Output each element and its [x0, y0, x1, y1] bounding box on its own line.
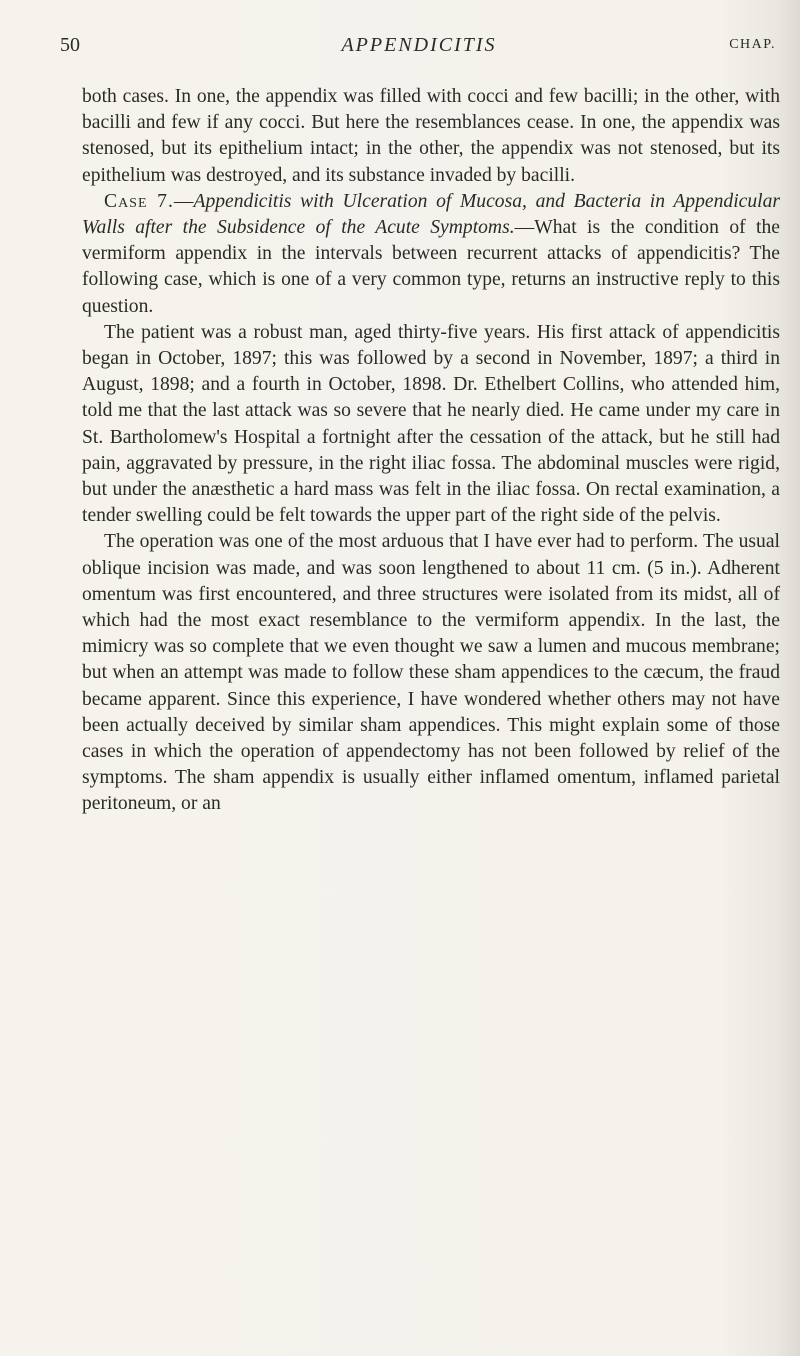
case-title: Appendicitis with Ulceration of Mucosa, and Bacteria in Appendicular Walls after the Subsidence of the Acute Symptoms. [82, 190, 780, 239]
page-header [60, 34, 778, 64]
paragraph-1: both cases. In one, the appendix was filled with cocci and few bacilli; in the other, with bacilli and few if any cocci. But here the resemblances cease. In one, the appendix was stenosed, but its epithelium intact; in the other, the appendix was not stenosed, but its epithelium was destroyed, and its substance invaded by bacilli. [82, 86, 780, 186]
body-text [82, 84, 780, 818]
case-label: Case 7. [104, 190, 174, 212]
paragraph-patient-history: The patient was a robust man, aged thirty-five years. His first attack of appendicitis began in October, 1897; this was followed by a second in November, 1897; a third in August, 1898; and a fourth in October, 1898. Dr. Ethelbert Collins, who attended him, told me that the last attack was so severe that he nearly died. He came under my care in St. Bartholomew's Hospital a fortnight after the cessation of the attack, but he still had pain, aggravated by pressure, in the right iliac fossa. The abdominal muscles were rigid, but under the anæsthetic a hard mass was felt in the iliac fossa. On rectal examination, a tender swelling could be felt towards the upper part of the right side of the pelvis. [82, 321, 780, 527]
running-title: APPENDICITIS [341, 34, 497, 56]
case-intro-text: What is the condition of the vermiform appendix in the intervals between recurrent attacks of appendicitis? The following case, which is one of a very common type, returns an instructive reply to this question. [82, 217, 780, 317]
chapter-abbreviation: CHAP. [729, 37, 776, 52]
paragraph-operation: The operation was one of the most arduous that I have ever had to perform. The usual oblique incision was made, and was soon lengthened to about 11 cm. (5 in.). Adherent omentum was first encountered, and three structures were isolated from its midst, all of which had the most exact resemblance to the vermiform appendix. In the last, the mimicry was so complete that we even thought we saw a lumen and mucous membrane; but when an attempt was made to follow these sham appendices to the cæcum, the fraud became apparent. Since this experience, I have wondered whether others may not have been actually deceived by similar sham appendices. This might explain some of those cases in which the operation of appendectomy has not been followed by relief of the symptoms. The sham appendix is usually either inflamed omentum, inflamed parietal peritoneum, or an [82, 531, 780, 815]
paragraph-case-7: Case 7.—Appendicitis with Ulceration of Mucosa, and Bacteria in Appendicular Walls after the Subsidence of the Acute Symptoms.—What is the condition of the vermiform appendix in the intervals between recurrent attacks of appendicitis? The following case, which is one of a very common type, returns an instructive reply to this question. [82, 190, 780, 317]
page-number: 50 [60, 34, 80, 56]
